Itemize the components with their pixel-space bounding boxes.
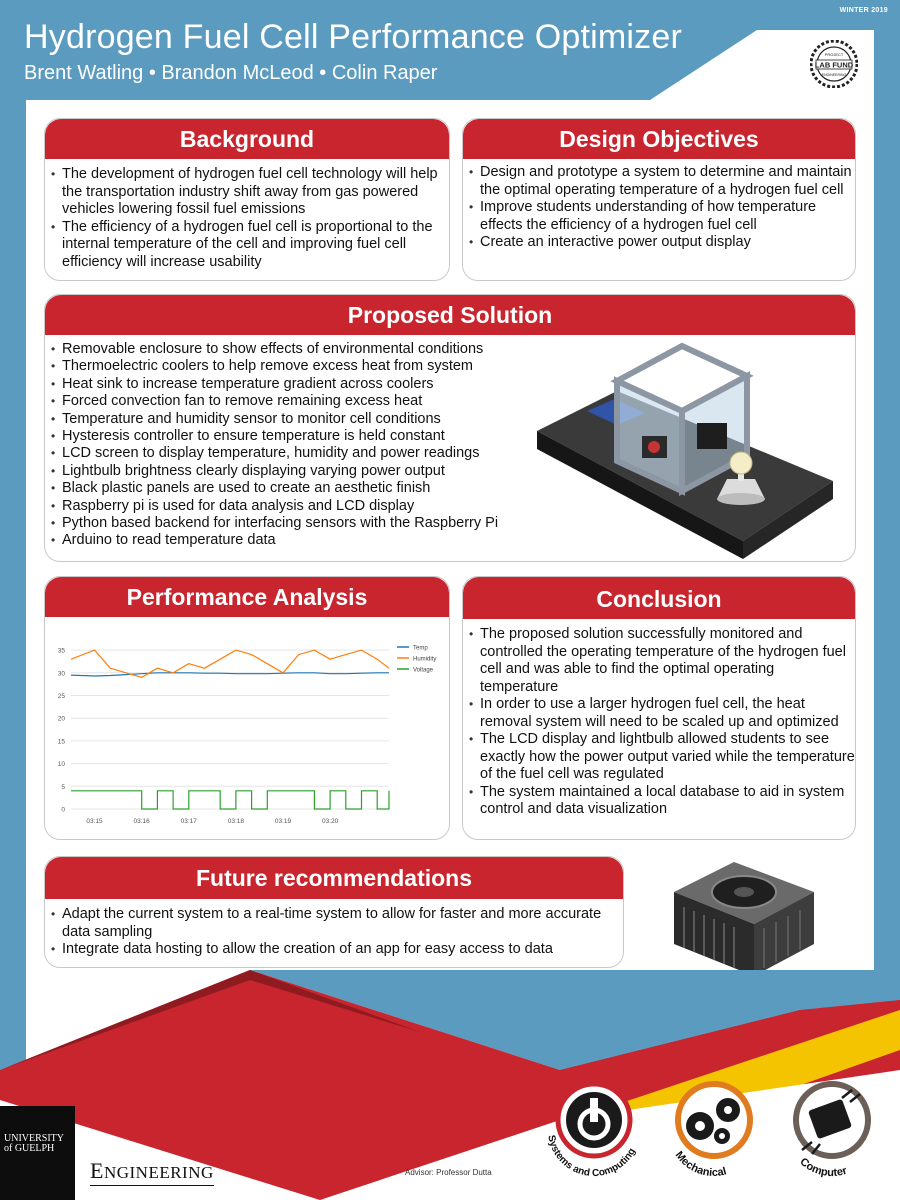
list-item: • LCD screen to display temperature, humidity and power readings [51, 445, 551, 462]
list-item: • Design and prototype a system to determine and maintain the optimal operating temperature of a hydrogen fuel cell [469, 164, 853, 199]
engineering-wordmark [90, 1158, 214, 1186]
conclusion-heading: Conclusion [463, 577, 855, 619]
list-item: • The proposed solution successfully monitored and controlled the operating temperature of the hydrogen fuel cell and was able to find the optimal operating temperature [469, 626, 855, 696]
list-item: • Black plastic panels are used to create an aesthetic finish [51, 480, 551, 497]
y-tick-label: 25 [57, 692, 65, 700]
y-tick-label: 0 [61, 806, 65, 814]
list-item: • Adapt the current system to a real-time system to allow for faster and more accurate data sampling [51, 906, 621, 941]
legend-label: Voltage [413, 667, 434, 674]
performance-analysis-heading: Performance Analysis [45, 577, 449, 617]
proposed-solution-panel [44, 294, 856, 562]
future-recommendations-list [51, 906, 621, 959]
x-tick-label: 03:20 [321, 818, 339, 825]
engineering-initial: E [90, 1158, 104, 1183]
program-logos [540, 1080, 880, 1190]
list-item: • In order to use a larger hydrogen fuel cell, the heat removal system will need to be scaled up and optimized [469, 696, 855, 731]
x-tick-label: 03:15 [86, 818, 103, 825]
x-tick-label: 03:18 [227, 818, 245, 825]
y-tick-label: 15 [57, 738, 65, 746]
legend-label: Temp [413, 645, 428, 652]
performance-line-chart [51, 631, 447, 835]
list-item: • Create an interactive power output display [469, 234, 853, 252]
y-tick-label: 30 [57, 670, 65, 678]
y-tick-label: 10 [57, 761, 65, 769]
list-item: • Improve students understanding of how temperature effects the efficiency of a hydrogen fuel cell [469, 199, 853, 234]
list-item: • The development of hydrogen fuel cell technology will help the transportation industry shift away from gas powered vehicles lowering fossil fuel emissions [51, 166, 446, 219]
conclusion-panel [462, 576, 856, 840]
logo-label-mechanical: Mechanical [672, 1149, 728, 1180]
proposed-solution-list [51, 341, 551, 550]
list-item: • Lightbulb brightness clearly displaying varying power output [51, 463, 551, 480]
logo-label-computer: Computer [797, 1155, 849, 1180]
list-item: • The system maintained a local database to aid in system control and data visualization [469, 784, 855, 819]
legend-label: Humidity [413, 656, 437, 663]
list-item: • Raspberry pi is used for data analysis and LCD display [51, 498, 551, 515]
poster-authors: Brent Watling • Brandon McLeod • Colin Raper [24, 62, 438, 84]
list-item: • Temperature and humidity sensor to monitor cell conditions [51, 411, 551, 428]
background-heading: Background [45, 119, 449, 159]
list-item: • The efficiency of a hydrogen fuel cell is proportional to the internal temperature of the cell and improving fuel cell efficiency will increase usability [51, 219, 446, 272]
poster-title: Hydrogen Fuel Cell Performance Optimizer [24, 18, 683, 56]
background-list [51, 166, 446, 271]
list-item: • Integrate data hosting to allow the creation of an app for easy access to data [51, 941, 621, 959]
x-tick-label: 03:16 [133, 818, 150, 825]
term-label: WINTER 2019 [839, 7, 888, 14]
heatsink-fan-render [664, 852, 824, 976]
university-line2: of GUELPH [4, 1143, 55, 1154]
list-item: • Thermoelectric coolers to help remove excess heat from system [51, 358, 551, 375]
lab-fund-badge [810, 40, 858, 88]
background-panel [44, 118, 450, 281]
design-objectives-list [469, 164, 853, 252]
series-line-voltage [71, 791, 389, 809]
logo-label-systems: Systems and Computing [545, 1134, 638, 1180]
proposed-solution-heading: Proposed Solution [45, 295, 855, 335]
list-item: • Hysteresis controller to ensure temperature is held constant [51, 428, 551, 445]
university-line1: UNIVERSITY [4, 1133, 64, 1144]
x-tick-label: 03:17 [180, 818, 197, 825]
svg-text:Computer [797, 1156, 849, 1179]
y-tick-label: 5 [61, 783, 65, 791]
y-tick-label: 35 [57, 647, 65, 655]
computer-logo [796, 1084, 868, 1179]
list-item: • Arduino to read temperature data [51, 532, 551, 549]
list-item: • Forced convection fan to remove remaining excess heat [51, 393, 551, 410]
advisor-credit: Advisor: Professor Dutta [405, 1168, 492, 1177]
performance-analysis-panel [44, 576, 450, 840]
design-objectives-panel [462, 118, 856, 281]
future-recommendations-panel [44, 856, 624, 968]
list-item: • The LCD display and lightbulb allowed students to see exactly how the power output varied while the temperature of the fuel cell was regulated [469, 731, 855, 784]
x-tick-label: 03:19 [274, 818, 292, 825]
systems-computing-logo [545, 1084, 638, 1179]
fuel-cell-enclosure-render [537, 341, 837, 559]
future-recommendations-heading: Future recommendations [45, 857, 623, 899]
badge-bottom-text: ENGINEERING [821, 73, 847, 77]
y-tick-label: 20 [57, 715, 65, 723]
list-item: • Heat sink to increase temperature gradient across coolers [51, 376, 551, 393]
badge-mid-text: LAB FUND [814, 60, 854, 70]
list-item: • Python based backend for interfacing sensors with the Raspberry Pi [51, 515, 551, 532]
mechanical-logo [673, 1084, 750, 1179]
university-of-guelph-logo [0, 1106, 75, 1200]
engineering-rest: NGINEERING [103, 1163, 214, 1182]
design-objectives-heading: Design Objectives [463, 119, 855, 159]
badge-top-text: PROJECT [824, 52, 844, 57]
list-item: • Removable enclosure to show effects of environmental conditions [51, 341, 551, 358]
conclusion-list [469, 626, 855, 819]
